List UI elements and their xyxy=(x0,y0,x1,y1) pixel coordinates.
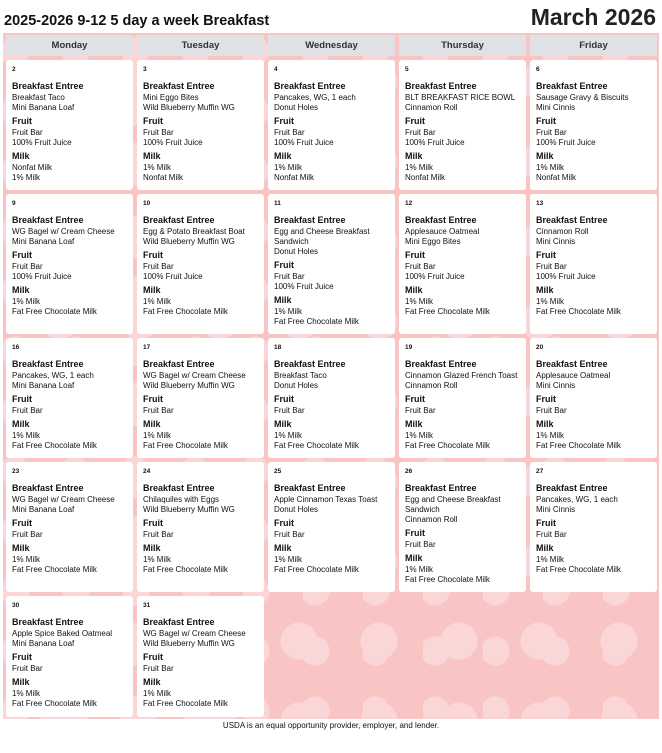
menu-item: Fat Free Chocolate Milk xyxy=(143,565,228,574)
menu-item: 1% Milk xyxy=(143,163,172,172)
day-cell xyxy=(399,60,526,190)
section-heading-entree: Breakfast Entree xyxy=(405,81,477,91)
day-cell xyxy=(530,194,657,334)
menu-item: Nonfat Milk xyxy=(405,173,446,182)
menu-item: 1% Milk xyxy=(12,173,41,182)
menu-item: 1% Milk xyxy=(536,431,565,440)
section-heading-milk: Milk xyxy=(536,285,554,295)
menu-item: Fat Free Chocolate Milk xyxy=(405,307,490,316)
menu-item: Applesauce Oatmeal xyxy=(405,227,480,236)
menu-item: 1% Milk xyxy=(536,555,565,564)
menu-item: 1% Milk xyxy=(143,689,172,698)
menu-item: Fat Free Chocolate Milk xyxy=(143,699,228,708)
day-cell xyxy=(530,60,657,190)
section-heading-fruit: Fruit xyxy=(12,652,32,662)
section-heading-entree: Breakfast Entree xyxy=(143,617,215,627)
section-heading-entree: Breakfast Entree xyxy=(143,81,215,91)
menu-item: 100% Fruit Juice xyxy=(274,138,334,147)
menu-item: Pancakes, WG, 1 each xyxy=(12,371,94,380)
menu-item: Fat Free Chocolate Milk xyxy=(12,307,97,316)
menu-item: Pancakes, WG, 1 each xyxy=(274,93,356,102)
menu-item: Mini Banana Loaf xyxy=(12,237,75,246)
date-number: 30 xyxy=(12,602,20,609)
section-heading-milk: Milk xyxy=(536,419,554,429)
date-number: 26 xyxy=(405,468,413,475)
section-heading-entree: Breakfast Entree xyxy=(143,359,215,369)
menu-item: 1% Milk xyxy=(143,431,172,440)
menu-item: Fat Free Chocolate Milk xyxy=(12,699,97,708)
menu-item: 1% Milk xyxy=(405,431,434,440)
date-number: 23 xyxy=(12,468,20,475)
menu-item: Egg and Cheese Breakfast Sandwich xyxy=(405,495,501,514)
menu-item: Mini Cinnis xyxy=(536,237,576,246)
day-cell xyxy=(399,194,526,334)
menu-item: Nonfat Milk xyxy=(536,173,577,182)
menu-item: Fruit Bar xyxy=(143,406,174,415)
menu-item: Nonfat Milk xyxy=(12,163,53,172)
date-number: 18 xyxy=(274,344,282,351)
menu-item: Fat Free Chocolate Milk xyxy=(274,565,359,574)
section-heading-milk: Milk xyxy=(405,151,423,161)
menu-item: Fruit Bar xyxy=(12,406,43,415)
section-heading-milk: Milk xyxy=(274,543,292,553)
date-number: 11 xyxy=(274,200,281,207)
section-heading-fruit: Fruit xyxy=(274,394,294,404)
menu-item: 1% Milk xyxy=(405,297,434,306)
menu-title: 2025-2026 9-12 5 day a week Breakfast xyxy=(4,13,270,29)
menu-item: 1% Milk xyxy=(143,555,172,564)
menu-item: Mini Banana Loaf xyxy=(12,381,75,390)
day-cell xyxy=(6,338,133,458)
day-cell xyxy=(399,338,526,458)
menu-item: 1% Milk xyxy=(12,297,41,306)
date-number: 3 xyxy=(143,66,147,73)
section-heading-milk: Milk xyxy=(274,295,292,305)
menu-item: Fruit Bar xyxy=(274,406,305,415)
menu-item: Fruit Bar xyxy=(12,262,43,271)
menu-item: Fruit Bar xyxy=(143,262,174,271)
section-heading-entree: Breakfast Entree xyxy=(12,215,84,225)
date-number: 9 xyxy=(12,200,16,207)
section-heading-entree: Breakfast Entree xyxy=(274,483,346,493)
menu-item: Fruit Bar xyxy=(405,128,436,137)
menu-item: BLT BREAKFAST RICE BOWL xyxy=(405,93,516,102)
menu-item: Mini Cinnis xyxy=(536,103,576,112)
date-number: 2 xyxy=(12,66,16,73)
day-header-tuesday: Tuesday xyxy=(137,35,264,56)
section-heading-entree: Breakfast Entree xyxy=(12,617,84,627)
section-heading-fruit: Fruit xyxy=(143,250,163,260)
menu-item: Nonfat Milk xyxy=(143,173,184,182)
menu-item: 1% Milk xyxy=(274,431,303,440)
section-heading-milk: Milk xyxy=(405,285,423,295)
section-heading-milk: Milk xyxy=(143,285,161,295)
menu-item: 1% Milk xyxy=(536,163,565,172)
menu-item: Apple Cinnamon Texas Toast xyxy=(274,495,378,504)
section-heading-fruit: Fruit xyxy=(143,652,163,662)
menu-item: Fat Free Chocolate Milk xyxy=(274,317,359,326)
section-heading-entree: Breakfast Entree xyxy=(12,81,84,91)
menu-item: 1% Milk xyxy=(12,555,41,564)
menu-item: Fruit Bar xyxy=(12,530,43,539)
section-heading-entree: Breakfast Entree xyxy=(536,483,608,493)
menu-item: Fat Free Chocolate Milk xyxy=(12,441,97,450)
menu-item: 100% Fruit Juice xyxy=(274,282,334,291)
menu-item: Egg & Potato Breakfast Boat xyxy=(143,227,245,236)
section-heading-fruit: Fruit xyxy=(405,116,425,126)
section-heading-entree: Breakfast Entree xyxy=(536,81,608,91)
day-header-thursday: Thursday xyxy=(399,35,526,56)
menu-item: Fruit Bar xyxy=(143,664,174,673)
menu-item: Mini Eggo Bites xyxy=(405,237,461,246)
month-title: March 2026 xyxy=(530,4,656,30)
menu-item: Fruit Bar xyxy=(143,128,174,137)
date-number: 19 xyxy=(405,344,413,351)
section-heading-milk: Milk xyxy=(12,419,30,429)
menu-item: 100% Fruit Juice xyxy=(536,138,596,147)
menu-item: Fruit Bar xyxy=(536,530,567,539)
section-heading-fruit: Fruit xyxy=(536,250,556,260)
menu-item: Fruit Bar xyxy=(274,128,305,137)
date-number: 12 xyxy=(405,200,413,207)
section-heading-fruit: Fruit xyxy=(274,518,294,528)
section-heading-entree: Breakfast Entree xyxy=(12,483,84,493)
section-heading-milk: Milk xyxy=(143,543,161,553)
section-heading-entree: Breakfast Entree xyxy=(274,359,346,369)
menu-item: WG Bagel w/ Cream Cheese xyxy=(12,227,115,236)
menu-item: 1% Milk xyxy=(274,163,303,172)
menu-item: 1% Milk xyxy=(405,163,434,172)
menu-item: Wild Blueberry Muffin WG xyxy=(143,505,235,514)
menu-item: Fat Free Chocolate Milk xyxy=(143,307,228,316)
day-cell xyxy=(137,194,264,334)
section-heading-entree: Breakfast Entree xyxy=(536,359,608,369)
menu-item: 1% Milk xyxy=(143,297,172,306)
menu-item: Fat Free Chocolate Milk xyxy=(405,575,490,584)
section-heading-milk: Milk xyxy=(143,677,161,687)
menu-item: Cinnamon Roll xyxy=(405,515,458,524)
date-number: 31 xyxy=(143,602,151,609)
menu-item: Mini Banana Loaf xyxy=(12,639,75,648)
menu-item: Sausage Gravy & Biscuits xyxy=(536,93,629,102)
menu-item: Applesauce Oatmeal xyxy=(536,371,611,380)
section-heading-fruit: Fruit xyxy=(405,394,425,404)
day-cell xyxy=(6,596,133,717)
day-cell xyxy=(6,462,133,592)
section-heading-milk: Milk xyxy=(143,419,161,429)
menu-item: Mini Eggo Bites xyxy=(143,93,199,102)
day-cell xyxy=(137,462,264,592)
menu-item: Breakfast Taco xyxy=(12,93,65,102)
day-cell xyxy=(530,462,657,592)
menu-item: 100% Fruit Juice xyxy=(12,272,72,281)
day-cell xyxy=(137,60,264,190)
section-heading-entree: Breakfast Entree xyxy=(405,359,477,369)
menu-item: Fruit Bar xyxy=(12,128,43,137)
date-number: 17 xyxy=(143,344,151,351)
menu-item: Fat Free Chocolate Milk xyxy=(143,441,228,450)
date-number: 27 xyxy=(536,468,544,475)
menu-item: Fruit Bar xyxy=(274,272,305,281)
date-number: 6 xyxy=(536,66,540,73)
menu-item: Fat Free Chocolate Milk xyxy=(405,441,490,450)
day-cell xyxy=(6,194,133,334)
day-cell xyxy=(137,338,264,458)
menu-item: Fruit Bar xyxy=(405,262,436,271)
section-heading-fruit: Fruit xyxy=(12,250,32,260)
menu-item: Fruit Bar xyxy=(405,540,436,549)
menu-item: Nonfat Milk xyxy=(274,173,315,182)
day-cell xyxy=(268,60,395,190)
menu-item: Wild Blueberry Muffin WG xyxy=(143,639,235,648)
menu-item: Fruit Bar xyxy=(405,406,436,415)
section-heading-entree: Breakfast Entree xyxy=(12,359,84,369)
menu-item: 100% Fruit Juice xyxy=(143,138,203,147)
section-heading-milk: Milk xyxy=(12,677,30,687)
section-heading-milk: Milk xyxy=(536,543,554,553)
menu-item: Fruit Bar xyxy=(536,262,567,271)
menu-item: Egg and Cheese Breakfast Sandwich xyxy=(274,227,370,246)
menu-item: 1% Milk xyxy=(12,689,41,698)
menu-item: Fat Free Chocolate Milk xyxy=(536,307,621,316)
section-heading-fruit: Fruit xyxy=(143,518,163,528)
menu-item: Wild Blueberry Muffin WG xyxy=(143,381,235,390)
menu-item: Donut Holes xyxy=(274,247,319,256)
section-heading-entree: Breakfast Entree xyxy=(405,483,477,493)
section-heading-fruit: Fruit xyxy=(274,116,294,126)
calendar-frame xyxy=(3,33,659,719)
date-number: 20 xyxy=(536,344,544,351)
menu-item: Breakfast Taco xyxy=(274,371,327,380)
menu-item: Mini Banana Loaf xyxy=(12,505,75,514)
menu-item: WG Bagel w/ Cream Cheese xyxy=(143,371,246,380)
menu-item: Mini Cinnis xyxy=(536,505,576,514)
menu-item: Cinnamon Glazed French Toast xyxy=(405,371,518,380)
menu-item: 100% Fruit Juice xyxy=(12,138,72,147)
usda-statement: USDA is an equal opportunity provider, employer, and lender. xyxy=(222,721,440,730)
menu-item: Fat Free Chocolate Milk xyxy=(274,441,359,450)
section-heading-milk: Milk xyxy=(536,151,554,161)
section-heading-fruit: Fruit xyxy=(143,394,163,404)
date-number: 5 xyxy=(405,66,409,73)
day-cell xyxy=(137,596,264,717)
menu-item: Fruit Bar xyxy=(12,664,43,673)
section-heading-fruit: Fruit xyxy=(12,116,32,126)
section-heading-milk: Milk xyxy=(274,151,292,161)
section-heading-entree: Breakfast Entree xyxy=(143,483,215,493)
section-heading-milk: Milk xyxy=(274,419,292,429)
day-cell xyxy=(6,60,133,190)
section-heading-fruit: Fruit xyxy=(12,394,32,404)
menu-item: Donut Holes xyxy=(274,505,319,514)
section-heading-fruit: Fruit xyxy=(405,250,425,260)
section-heading-fruit: Fruit xyxy=(536,518,556,528)
section-heading-milk: Milk xyxy=(12,543,30,553)
day-cell xyxy=(268,194,395,334)
section-heading-fruit: Fruit xyxy=(536,394,556,404)
menu-item: Fruit Bar xyxy=(536,406,567,415)
menu-item: Fat Free Chocolate Milk xyxy=(536,441,621,450)
menu-item: 100% Fruit Juice xyxy=(536,272,596,281)
menu-item: 100% Fruit Juice xyxy=(405,272,465,281)
day-header-wednesday: Wednesday xyxy=(268,35,395,56)
menu-item: 100% Fruit Juice xyxy=(143,272,203,281)
section-heading-fruit: Fruit xyxy=(12,518,32,528)
section-heading-fruit: Fruit xyxy=(274,260,294,270)
menu-item: 100% Fruit Juice xyxy=(405,138,465,147)
date-number: 25 xyxy=(274,468,282,475)
section-heading-entree: Breakfast Entree xyxy=(274,215,346,225)
menu-item: 1% Milk xyxy=(274,555,303,564)
menu-item: Fruit Bar xyxy=(536,128,567,137)
date-number: 13 xyxy=(536,200,544,207)
section-heading-entree: Breakfast Entree xyxy=(536,215,608,225)
menu-item: Cinnamon Roll xyxy=(405,103,458,112)
menu-item: Donut Holes xyxy=(274,103,319,112)
date-number: 10 xyxy=(143,200,151,207)
menu-item: Fat Free Chocolate Milk xyxy=(536,565,621,574)
section-heading-entree: Breakfast Entree xyxy=(405,215,477,225)
menu-item: Pancakes, WG, 1 each xyxy=(536,495,618,504)
menu-item: Wild Blueberry Muffin WG xyxy=(143,237,235,246)
section-heading-fruit: Fruit xyxy=(405,528,425,538)
menu-item: 1% Milk xyxy=(536,297,565,306)
menu-item: WG Bagel w/ Cream Cheese xyxy=(12,495,115,504)
menu-item: Chilaquiles with Eggs xyxy=(143,495,220,504)
calendar-grid xyxy=(6,35,657,717)
section-heading-fruit: Fruit xyxy=(536,116,556,126)
section-heading-entree: Breakfast Entree xyxy=(143,215,215,225)
menu-item: 1% Milk xyxy=(405,565,434,574)
section-heading-entree: Breakfast Entree xyxy=(274,81,346,91)
date-number: 4 xyxy=(274,66,278,73)
day-cell xyxy=(530,338,657,458)
menu-item: Mini Cinnis xyxy=(536,381,576,390)
menu-item: Donut Holes xyxy=(274,381,319,390)
menu-item: Cinnamon Roll xyxy=(536,227,589,236)
section-heading-fruit: Fruit xyxy=(143,116,163,126)
menu-item: WG Bagel w/ Cream Cheese xyxy=(143,629,246,638)
day-cell xyxy=(399,462,526,592)
day-header-monday: Monday xyxy=(6,35,133,56)
menu-item: Fruit Bar xyxy=(143,530,174,539)
section-heading-milk: Milk xyxy=(143,151,161,161)
section-heading-milk: Milk xyxy=(405,553,423,563)
menu-item: Fat Free Chocolate Milk xyxy=(12,565,97,574)
section-heading-milk: Milk xyxy=(12,151,30,161)
menu-item: Fruit Bar xyxy=(274,530,305,539)
menu-item: Wild Blueberry Muffin WG xyxy=(143,103,235,112)
date-number: 16 xyxy=(12,344,20,351)
menu-item: Apple Spice Baked Oatmeal xyxy=(12,629,113,638)
menu-item: 1% Milk xyxy=(274,307,303,316)
section-heading-milk: Milk xyxy=(12,285,30,295)
day-cell xyxy=(268,338,395,458)
menu-item: Cinnamon Roll xyxy=(405,381,458,390)
date-number: 24 xyxy=(143,468,151,475)
day-header-friday: Friday xyxy=(530,35,657,56)
section-heading-milk: Milk xyxy=(405,419,423,429)
day-cell xyxy=(268,462,395,592)
menu-item: Mini Banana Loaf xyxy=(12,103,75,112)
menu-item: 1% Milk xyxy=(12,431,41,440)
